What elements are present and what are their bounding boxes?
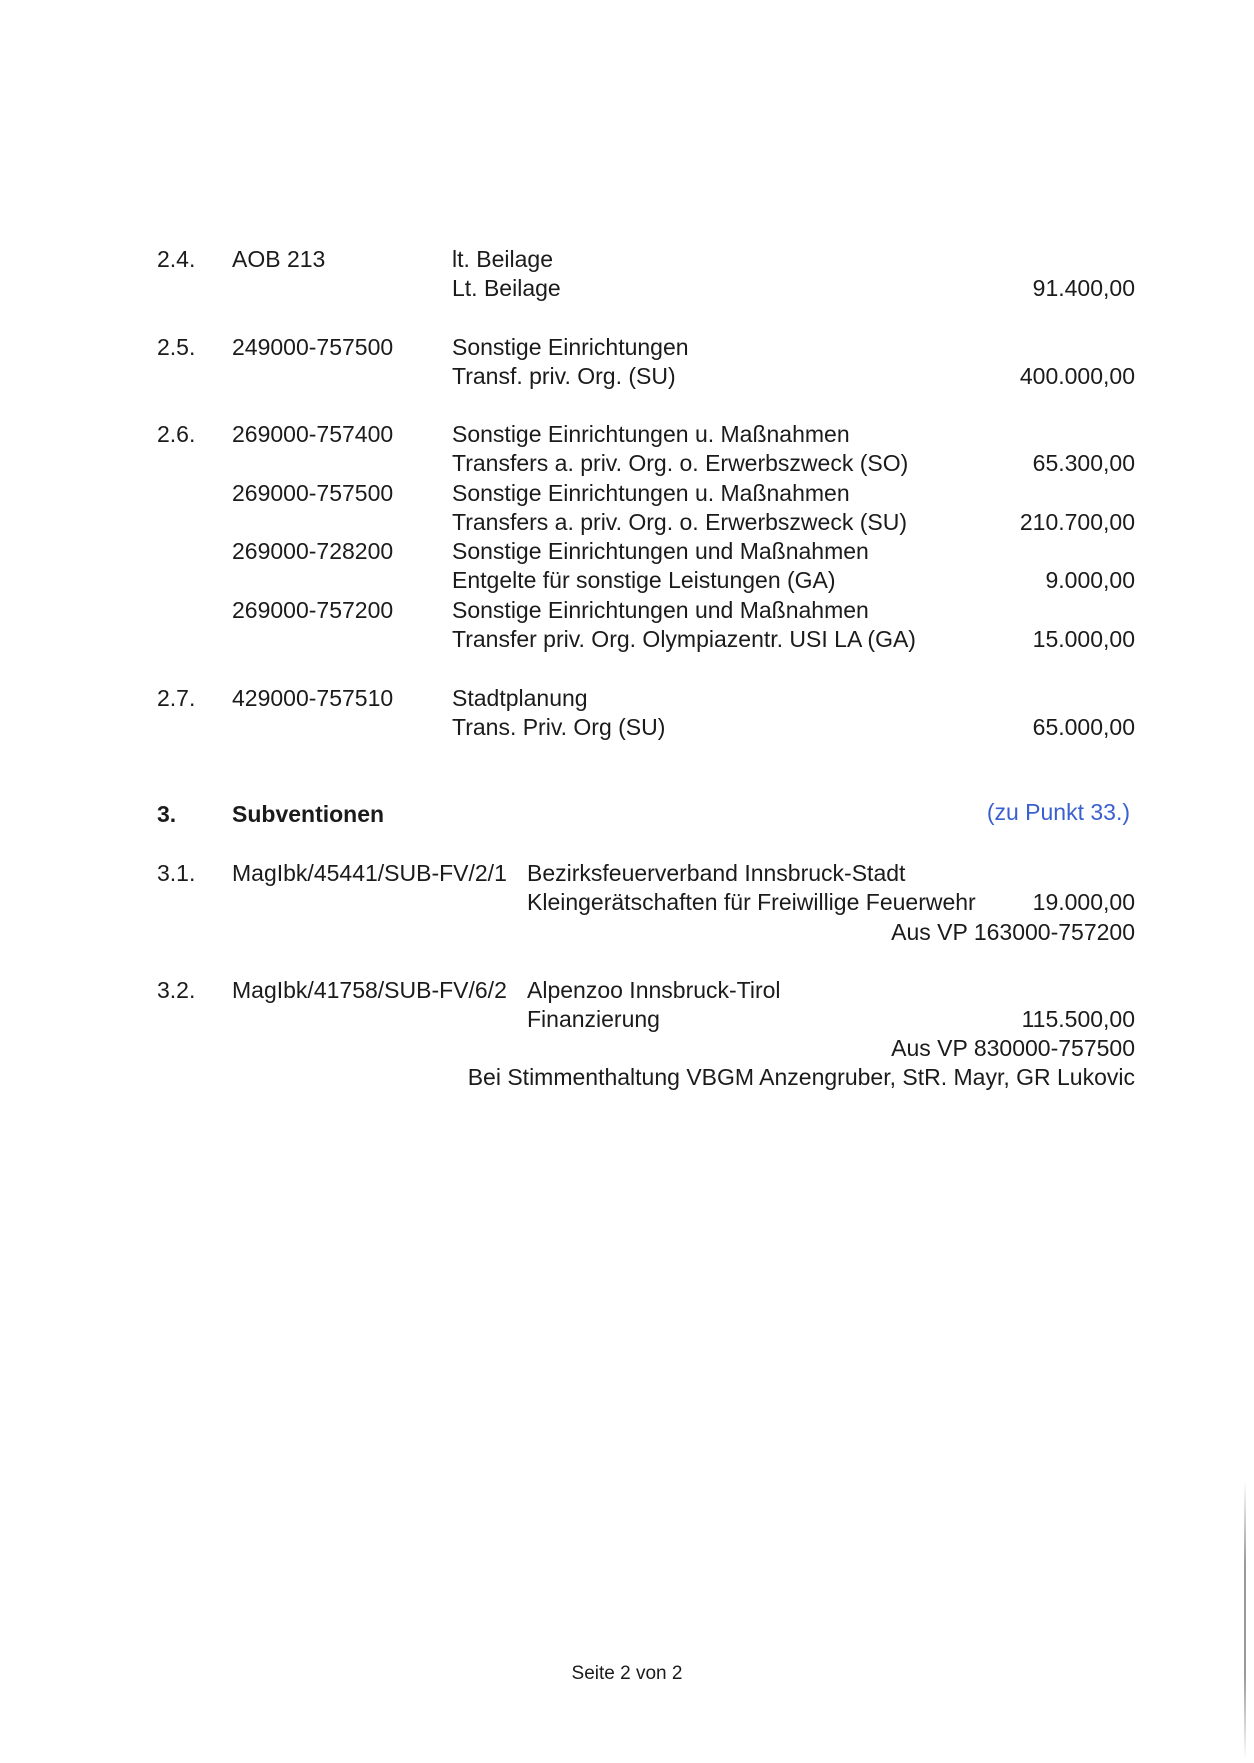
item-3-2-number: 3.2. xyxy=(157,977,196,1003)
item-3-1-reference: MagIbk/45441/SUB-FV/2/1 xyxy=(232,860,507,886)
section-2-6-entry-3-desc1: Sonstige Einrichtungen und Maßnahmen xyxy=(452,538,869,564)
item-3-1-source: Aus VP 163000-757200 xyxy=(891,919,1135,945)
section-2-6-entry-2-account: 269000-757500 xyxy=(232,480,394,506)
section-2-7-desc2: Trans. Priv. Org (SU) xyxy=(452,714,666,740)
section-2-6-entry-4-desc2: Transfer priv. Org. Olympiazentr. USI LA (GA) xyxy=(452,626,916,652)
scan-edge-shadow xyxy=(1244,1480,1246,1760)
section-3-title: Subventionen xyxy=(232,801,385,827)
section-3-reference-link[interactable]: (zu Punkt 33.) xyxy=(986,799,1130,825)
page-footer: Seite 2 von 2 xyxy=(571,1663,683,1684)
item-3-2-source: Aus VP 830000-757500 xyxy=(891,1035,1135,1061)
section-2-7-number: 2.7. xyxy=(157,685,196,711)
section-2-4-number: 2.4. xyxy=(157,246,196,272)
item-3-2-abstention-note: Bei Stimmenthaltung VBGM Anzengruber, StR. Mayr, GR Lukovic xyxy=(467,1064,1135,1090)
section-2-6-entry-1-desc1: Sonstige Einrichtungen u. Maßnahmen xyxy=(452,421,850,447)
section-2-4-account: AOB 213 xyxy=(232,246,326,272)
section-2-7-desc1: Stadtplanung xyxy=(452,685,588,711)
item-3-2-recipient: Alpenzoo Innsbruck-Tirol xyxy=(527,977,781,1003)
section-2-6-entry-4-desc1: Sonstige Einrichtungen und Maßnahmen xyxy=(452,597,869,623)
item-3-2-purpose: Finanzierung xyxy=(527,1006,660,1032)
section-2-6-entry-4-amount: 15.000,00 xyxy=(1032,626,1135,652)
section-2-6-number: 2.6. xyxy=(157,421,196,447)
section-2-6-entry-2-desc2: Transfers a. priv. Org. o. Erwerbszweck (SU) xyxy=(452,509,907,535)
section-2-6-entry-1-amount: 65.300,00 xyxy=(1032,450,1135,476)
item-3-2-reference: MagIbk/41758/SUB-FV/6/2 xyxy=(232,977,507,1003)
section-2-4-desc2: Lt. Beilage xyxy=(452,275,561,301)
section-2-6-entry-1-account: 269000-757400 xyxy=(232,421,394,447)
section-2-5-desc1: Sonstige Einrichtungen xyxy=(452,334,689,360)
section-2-5-desc2: Transf. priv. Org. (SU) xyxy=(452,363,676,389)
section-3-number: 3. xyxy=(157,801,177,827)
item-3-1-recipient: Bezirksfeuerverband Innsbruck-Stadt xyxy=(527,860,906,886)
section-2-6-entry-1-desc2: Transfers a. priv. Org. o. Erwerbszweck (SO) xyxy=(452,450,909,476)
item-3-1-purpose: Kleingerätschaften für Freiwillige Feuerwehr xyxy=(527,889,976,915)
item-3-1-number: 3.1. xyxy=(157,860,196,886)
section-2-5-account: 249000-757500 xyxy=(232,334,394,360)
section-2-6-entry-2-amount: 210.700,00 xyxy=(1019,509,1135,535)
item-3-1-amount: 19.000,00 xyxy=(1032,889,1135,915)
section-2-6-entry-3-desc2: Entgelte für sonstige Leistungen (GA) xyxy=(452,567,836,593)
section-2-6-entry-2-desc1: Sonstige Einrichtungen u. Maßnahmen xyxy=(452,480,850,506)
section-2-6-entry-3-amount: 9.000,00 xyxy=(1045,567,1135,593)
section-2-5-amount: 400.000,00 xyxy=(1019,363,1135,389)
section-2-5-number: 2.5. xyxy=(157,334,196,360)
section-2-7-amount: 65.000,00 xyxy=(1032,714,1135,740)
section-2-4-desc1: lt. Beilage xyxy=(452,246,554,272)
section-2-6-entry-3-account: 269000-728200 xyxy=(232,538,394,564)
section-2-7-account: 429000-757510 xyxy=(232,685,394,711)
item-3-2-amount: 115.500,00 xyxy=(1021,1006,1135,1032)
section-2-6-entry-4-account: 269000-757200 xyxy=(232,597,394,623)
section-2-4-amount: 91.400,00 xyxy=(1032,275,1135,301)
